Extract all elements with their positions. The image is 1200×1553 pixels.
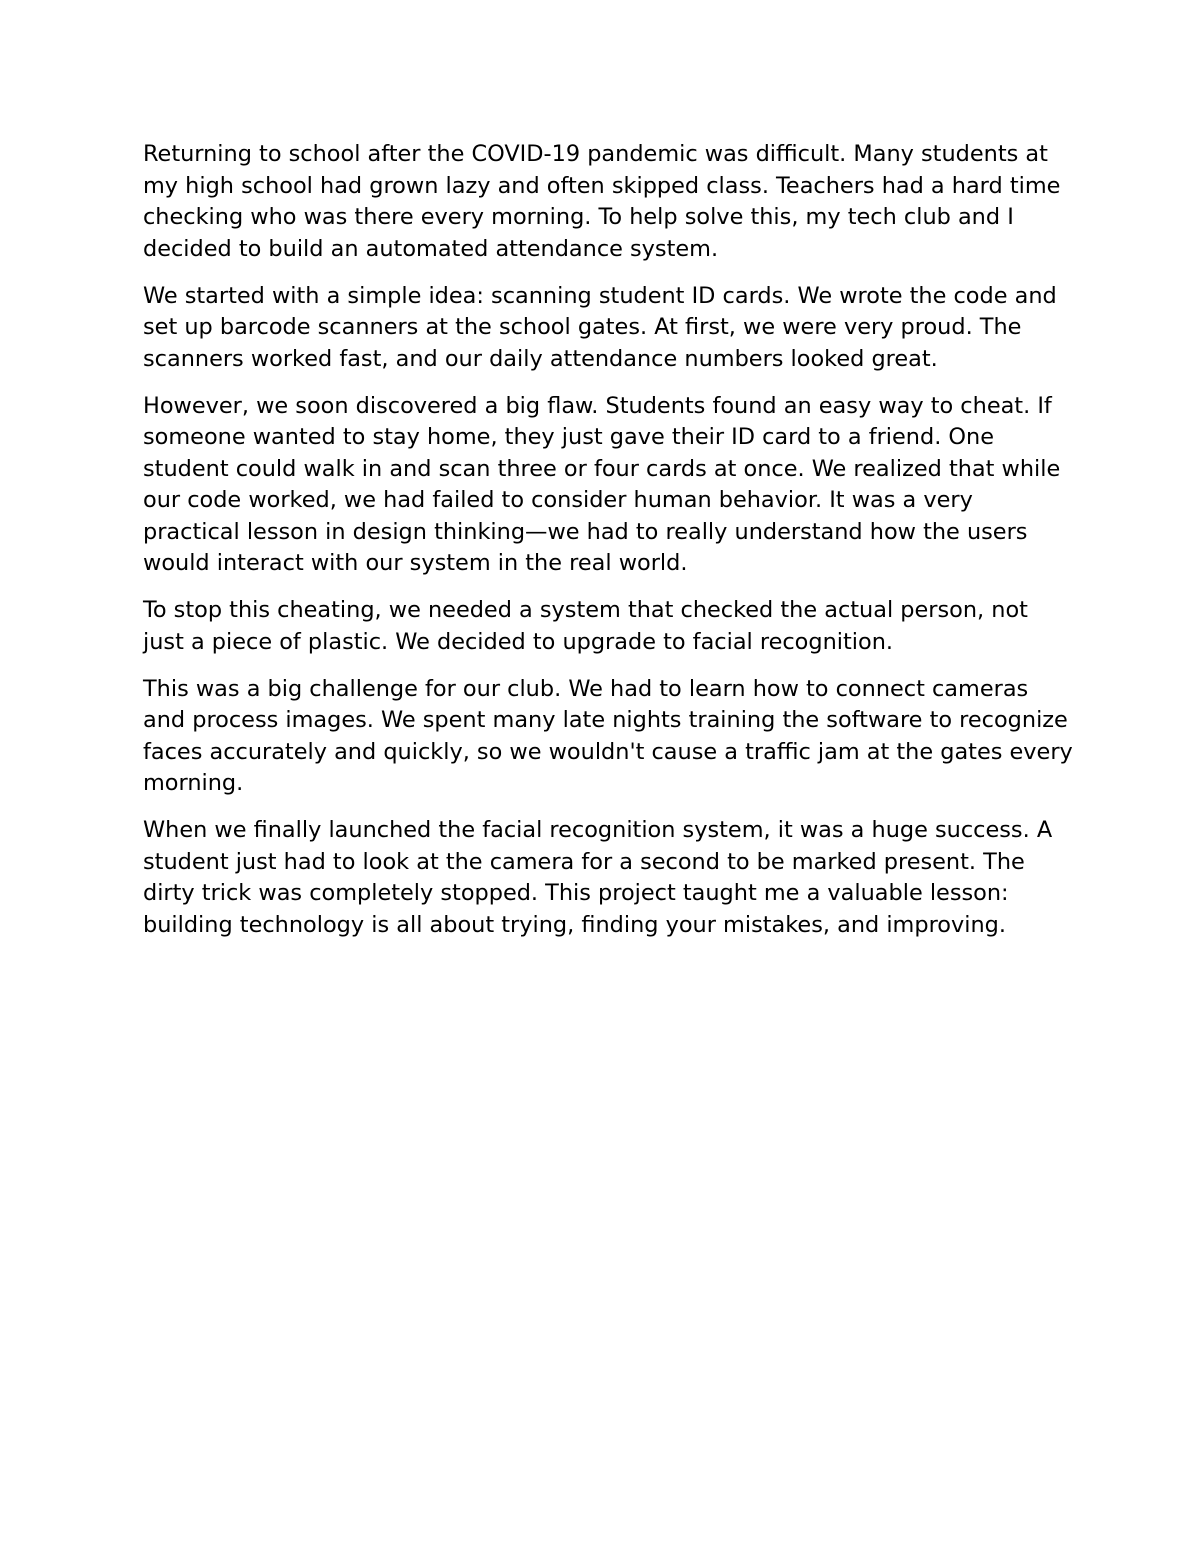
paragraph-5: This was a big challenge for our club. We had to learn how to connect cameras and process images. We spent many late nights training the software to recognize faces accurately and quickly, so we wouldn't cause a traffic jam at the gates every morning. xyxy=(143,675,1073,796)
paragraph-4: To stop this cheating, we needed a system that checked the actual person, not just a piece of plastic. We decided to upgrade to facial recognition. xyxy=(143,597,1028,655)
paragraph-3: However, we soon discovered a big flaw. Students found an easy way to cheat. If someone wanted to stay home, they just gave their ID card to a friend. One student could walk in and scan three or four cards at once. We realized that while our code worked, we had failed to consider human behavior. It was a very practical lesson in design thinking—we had to really understand how the users would interact with our system in the real world. xyxy=(143,392,1061,576)
paragraph-2: We started with a simple idea: scanning student ID cards. We wrote the code and set up barcode scanners at the school gates. At first, we were very proud. The scanners worked fast, and our daily attendance numbers looked great. xyxy=(143,282,1057,372)
paragraph-1: Returning to school after the COVID-19 pandemic was difficult. Many students at my high school had grown lazy and often skipped class. Teachers had a hard time checking who was there every morning. To help solve this, my tech club and I decided to build an automated attendance system. xyxy=(143,141,1061,262)
document-body xyxy=(143,139,1073,957)
paragraph-6: When we finally launched the facial recognition system, it was a huge success. A student just had to look at the camera for a second to be marked present. The dirty trick was completely stopped. This project taught me a valuable lesson: building technology is all about trying, finding your mistakes, and improving. xyxy=(143,817,1053,938)
